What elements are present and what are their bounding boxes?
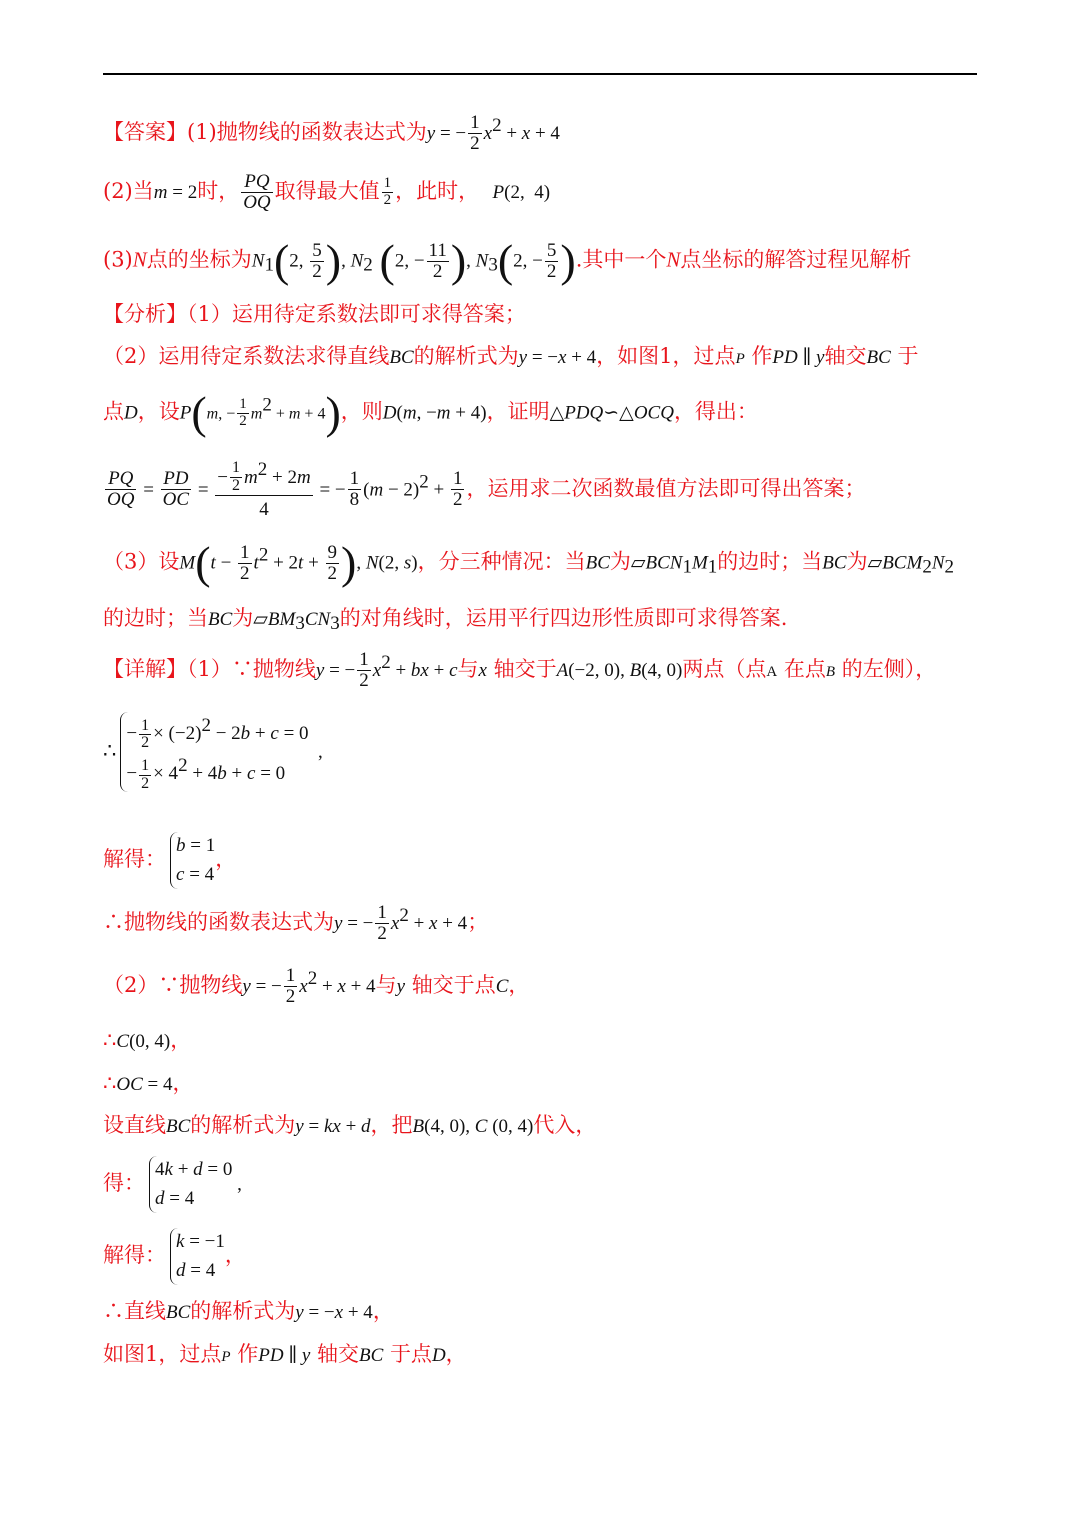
detail-bracket: 【详解】 xyxy=(103,656,187,681)
analysis-line-4: $\frac{PQ}{OQ}$ = $\frac{PD}{OC}$ = − $\frac{1}{2}$ $m^2 + 2m$ 4 = − $\frac{1}{8}$ $(m - 2)^2$ + $\frac{1}{2}$ ，运用求二次函数最值方法即可得出答案； xyxy=(107,459,866,520)
answer-line-3: (3)N点的坐标为$N_1(2$, $\frac{5}{2}$ ), $N_2$ (2, − $\frac{11}{2}$ ), $N_3(2$, − $\frac{5}{2}$ ).其中一个N点坐标的解答过程见解析 xyxy=(103,235,912,286)
detail-solve-2: 解得： k = −1 d = 4 ， xyxy=(103,1228,246,1285)
detail-line-15: ∴C(0, 4)， xyxy=(103,1028,192,1052)
analysis-bracket: 【分析】 xyxy=(103,302,187,326)
detail-line-20: ∴直线BC的解析式为y = −x + 4， xyxy=(103,1299,394,1323)
detail-line-21: 如图1，过点P 作PD ∥ y 轴交BC 于点D， xyxy=(103,1342,467,1366)
detail-solve-1: 解得： b = 1 c = 4 ， xyxy=(103,832,236,889)
detail-line-1: 【详解】（1）∵抛物线y = − $\frac{1}{2}$ $x^2$ + bx + c与x 轴交于A(−2, 0), B(4, 0)两点（点A 在点B 的左侧）， xyxy=(103,649,937,691)
answer-line-1: 【答案】(1)抛物线的函数表达式为y = − $\frac{1}{2}$ $x^2 + x + 4$ xyxy=(103,112,560,154)
analysis-line-6: 的边时；当BC为$▱BM_3CN_3$的对角线时，运用平行四边形性质即可求得答案. xyxy=(103,606,788,634)
detail-line-17: 设直线BC的解析式为y = kx + d，把B(4, 0), C (0, 4)代入， xyxy=(103,1113,597,1137)
header-rule xyxy=(103,73,977,75)
analysis-line-5: （3）设M(t − $\frac{1}{2}$ $t^2 + 2t$ + $\frac{9}{2}$ ), N(2, s)，分三种情况：当BC为$▱BCN_1M_1$的边时；当BC为$▱BCM_2N_2$ xyxy=(103,537,954,588)
detail-line-14: （2）∵抛物线y = − $\frac{1}{2}$ $x^2 + x + 4$与y 轴交于点C， xyxy=(103,965,530,1007)
answer-line-2: (2)当m = 2时， $\frac{PQ}{OQ}$ 取得最大值 $\frac{1}{2}$ ，此时， P(2, 4) xyxy=(103,171,551,213)
analysis-line-2: （2）运用待定系数法求得直线BC的解析式为y = −x + 4，如图1，过点P 作PD ∥ y轴交BC 于 xyxy=(103,344,919,368)
detail-line-13: ∴抛物线的函数表达式为y = − $\frac{1}{2}$ $x^2 + x + 4$； xyxy=(103,902,489,944)
detail-system-2: 得： 4k + d = 0 d = 4 , xyxy=(103,1156,242,1213)
analysis-line-3: 点D，设P(m, − $\frac{1}{2}$ $m^2 + m + 4$)，则D(m, −m + 4)，证明△PDQ∽△OCQ，得出： xyxy=(103,387,758,438)
detail-line-16: ∴OC = 4， xyxy=(103,1071,194,1095)
detail-system-1: ∴ − $\frac{1}{2}$ × $(-2)^2 - 2b + c = 0$ − $\frac{1}{2}$ × $4^2 + 4b + c = 0$ , xyxy=(103,712,323,792)
analysis-line-1: 【分析】（1）运用待定系数法即可求得答案； xyxy=(103,302,526,326)
answer-bracket: 【答案】 xyxy=(103,119,187,144)
